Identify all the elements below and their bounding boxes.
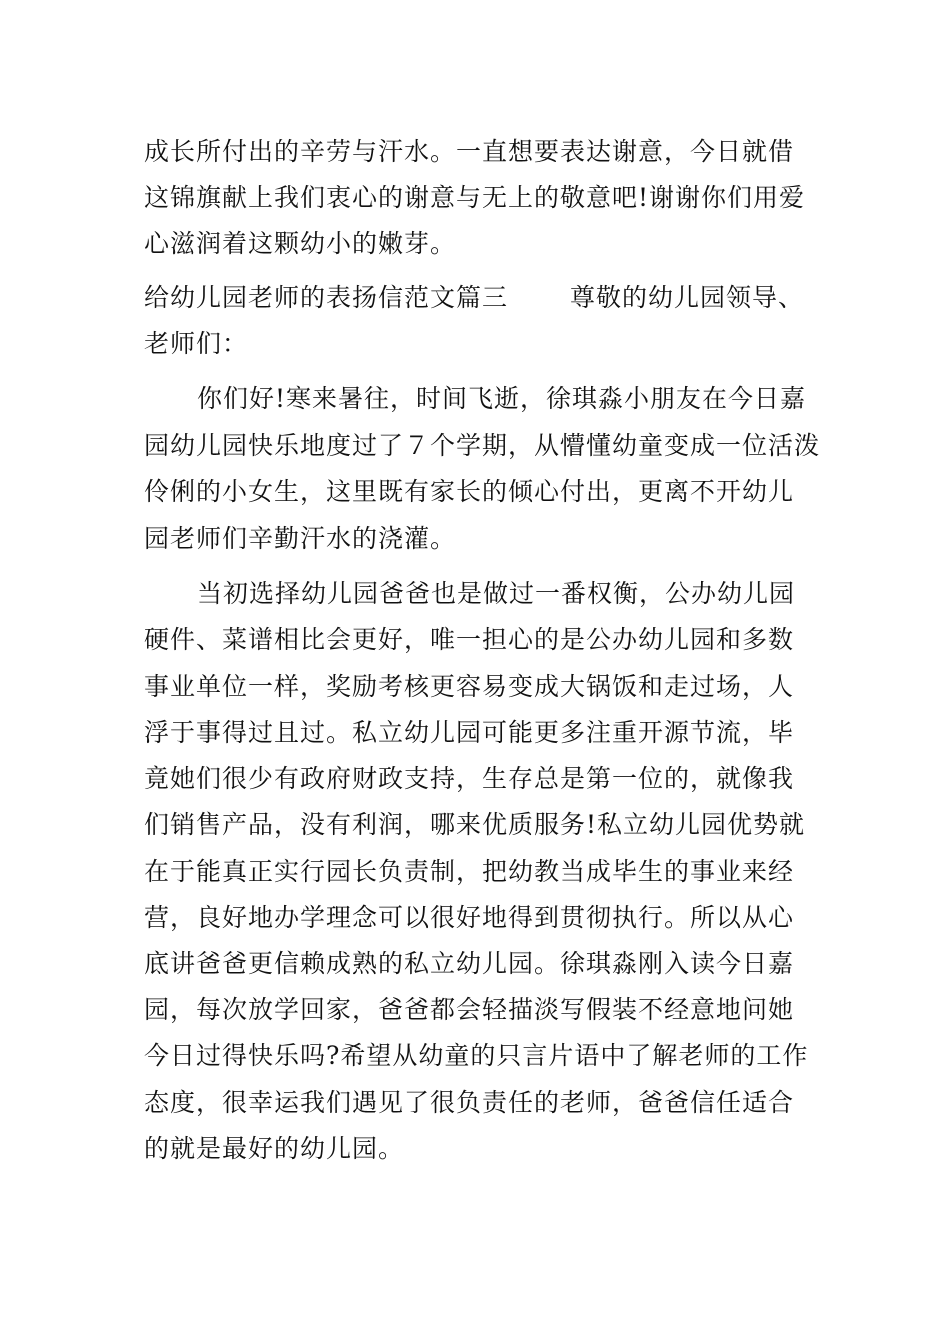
- paragraph2-line-9: 底讲爸爸更信赖成熟的私立幼儿园。徐琪淼刚入读今日嘉: [144, 949, 795, 978]
- salutation-part-2: 老师们：: [144, 329, 249, 358]
- paragraph2-line-4: 浮于事得过且过。私立幼儿园可能更多注重开源节流，毕: [144, 718, 795, 747]
- paragraph2-line-11: 今日过得快乐吗?希望从幼童的只言片语中了解老师的工作: [144, 1041, 809, 1070]
- paragraph2-line-1: 当初选择幼儿园爸爸也是做过一番权衡，公办幼儿园: [197, 579, 796, 608]
- section-title: 给幼儿园老师的表扬信范文篇三: [144, 283, 509, 312]
- salutation-part-1: 尊敬的幼儿园领导、: [570, 283, 805, 312]
- paragraph1-line-3: 伶俐的小女生，这里既有家长的倾心付出，更离不开幼儿: [144, 477, 795, 506]
- paragraph2-line-5: 竟她们很少有政府财政支持，生存总是第一位的，就像我: [144, 764, 795, 793]
- paragraph2-line-13: 的就是最好的幼儿园。: [144, 1134, 405, 1163]
- paragraph2-line-6: 们销售产品，没有利润，哪来优质服务!私立幼儿园优势就: [144, 810, 806, 839]
- paragraph2-line-10: 园，每次放学回家，爸爸都会轻描淡写假装不经意地问她: [144, 995, 795, 1024]
- paragraph2-line-8: 营，良好地办学理念可以很好地得到贯彻执行。所以从心: [144, 903, 795, 932]
- paragraph2-line-3: 事业单位一样，奖励考核更容易变成大锅饭和走过场，人: [144, 672, 795, 701]
- intro-line-3: 心滋润着这颗幼小的嫩芽。: [144, 229, 457, 258]
- intro-line-1: 成长所付出的辛劳与汗水。一直想要表达谢意，今日就借: [144, 137, 795, 166]
- paragraph2-line-12: 态度，很幸运我们遇见了很负责任的老师，爸爸信任适合: [144, 1088, 795, 1117]
- paragraph1-line-4: 园老师们辛勤汗水的浇灌。: [144, 524, 457, 553]
- intro-line-2: 这锦旗献上我们衷心的谢意与无上的敬意吧!谢谢你们用爱: [144, 183, 806, 212]
- paragraph1-line-1: 你们好!寒来暑往，时间飞逝，徐琪淼小朋友在今日嘉: [197, 384, 807, 413]
- paragraph1-line-2: 园幼儿园快乐地度过了７个学期，从懵懂幼童变成一位活泼: [144, 431, 821, 460]
- paragraph2-line-7: 在于能真正实行园长负责制，把幼教当成毕生的事业来经: [144, 857, 795, 886]
- section-heading: [0, 282, 950, 314]
- paragraph2-line-2: 硬件、菜谱相比会更好，唯一担心的是公办幼儿园和多数: [144, 625, 795, 654]
